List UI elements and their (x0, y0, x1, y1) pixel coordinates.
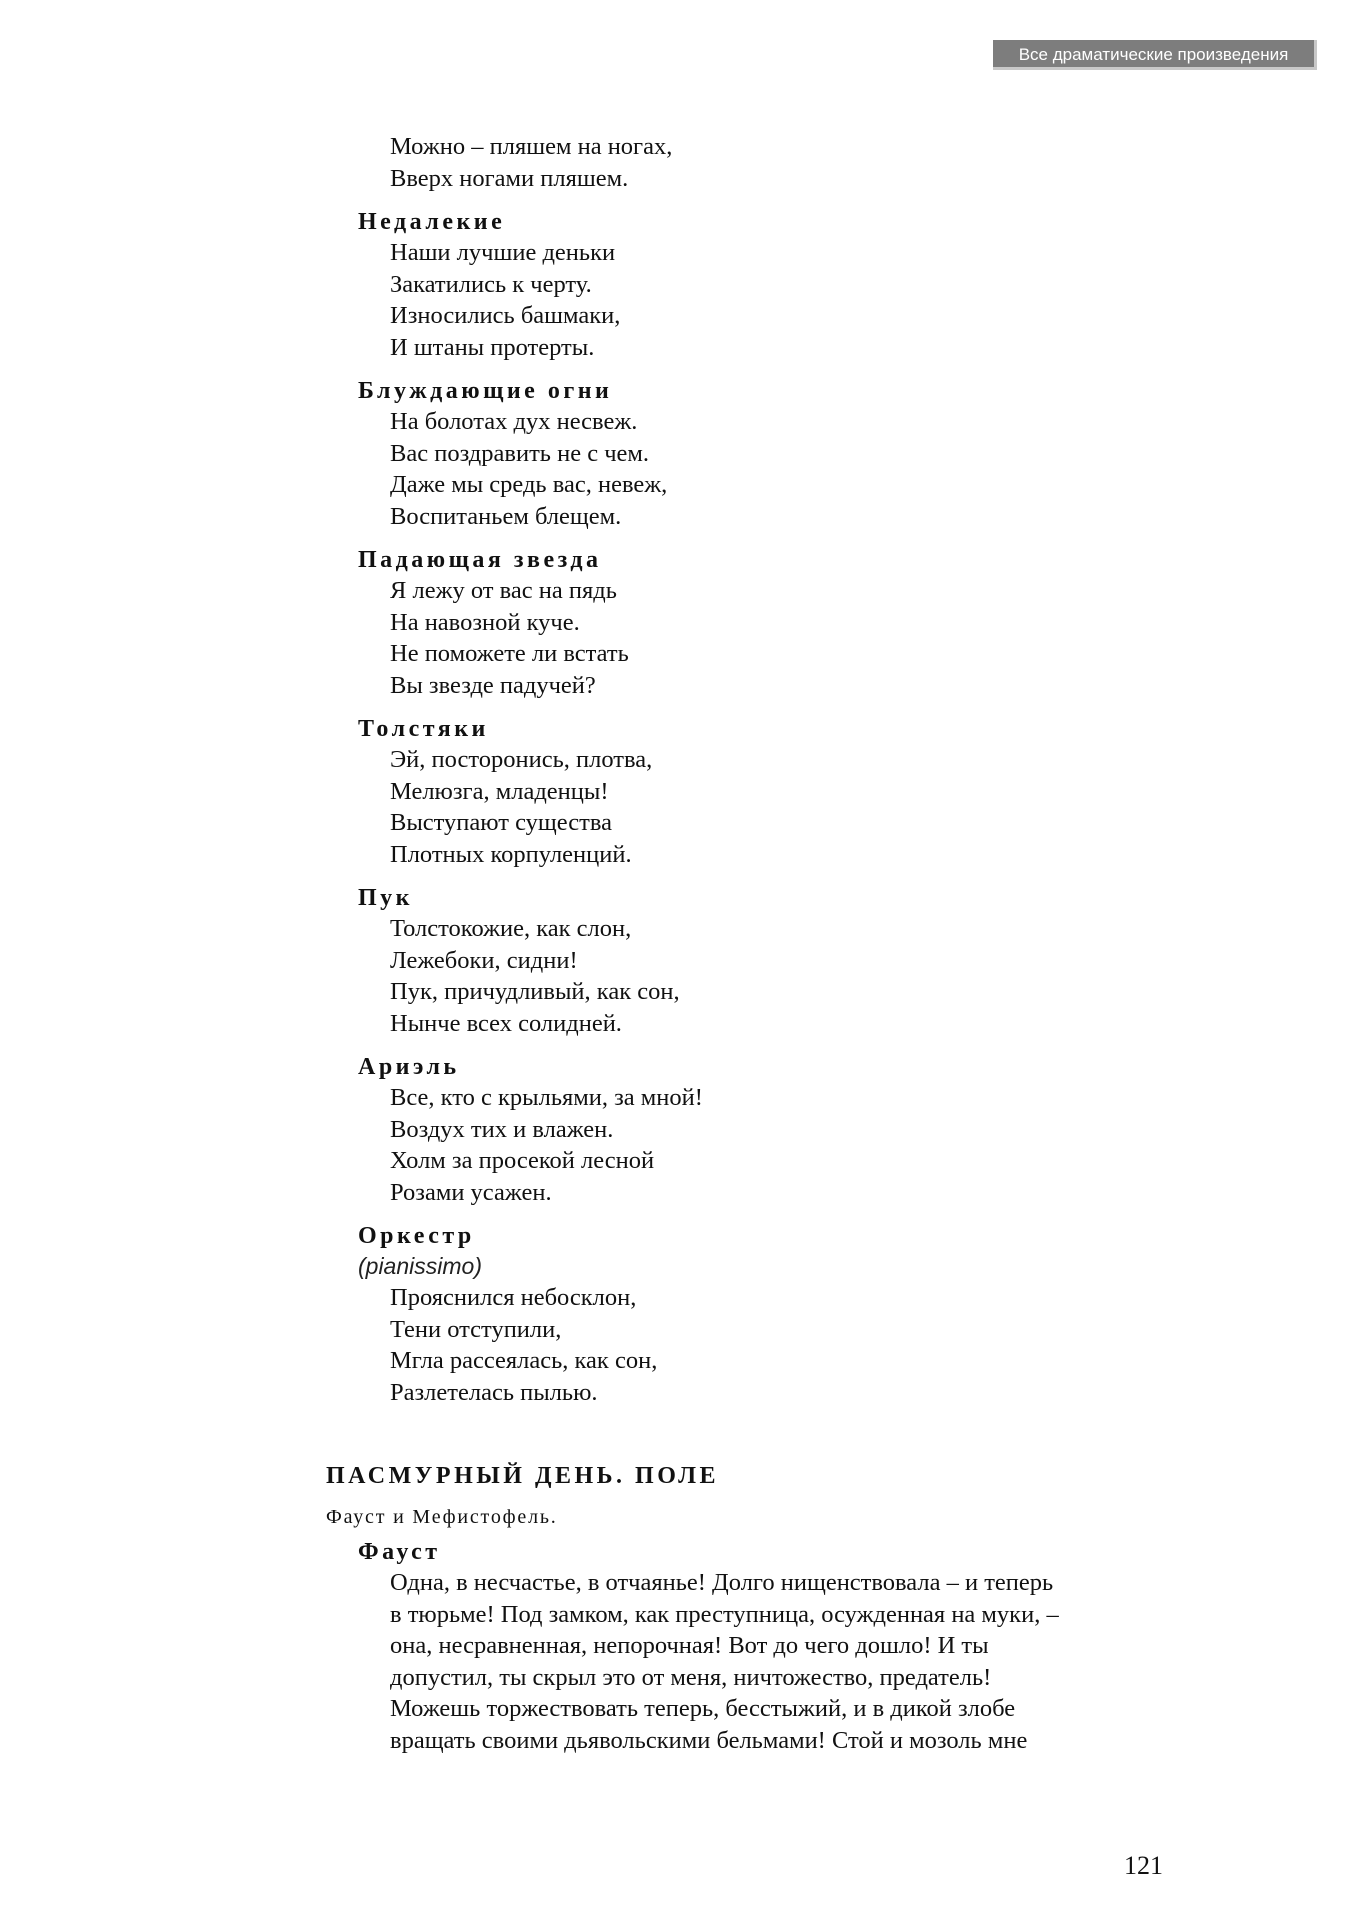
speech-block (326, 1221, 1186, 1408)
prose-line: в тюрьме! Под замком, как преступница, осужденная на муки, – (390, 1600, 1059, 1628)
verse-line: Вы звезде падучей? (390, 671, 596, 699)
verse-line: Износились башмаки, (390, 302, 621, 329)
verse-line: Я лежу от вас на пядь (390, 577, 617, 604)
speech-block (326, 1537, 1186, 1756)
prose-line: допустил, ты скрыл это от меня, ничтожество, предатель! (390, 1663, 992, 1691)
speaker-name: Блуждающие огни (358, 378, 613, 404)
speech-block (326, 207, 1186, 363)
speech-block (326, 883, 1186, 1039)
prose-line: Можешь торжествовать теперь, бесстыжий, и в дикой злобе (390, 1695, 1016, 1722)
speaker-name: Ариэль (358, 1054, 460, 1080)
verse-line: Наши лучшие деньки (390, 239, 616, 266)
scene-title: ПАСМУРНЫЙ ДЕНЬ. ПОЛЕ (326, 1463, 720, 1489)
verse-line: Можно – пляшем на ногах, (390, 133, 673, 160)
speaker-name: Пук (358, 885, 413, 911)
speech-block (326, 545, 1186, 701)
verse-line: Толстокожие, как слон, (390, 915, 632, 942)
speaker-name: Оркестр (358, 1223, 475, 1249)
speech-block (326, 714, 1186, 870)
prose-line: она, несравненная, непорочная! Вот до чего дошло! И ты (390, 1632, 989, 1659)
stage-direction: (pianissimo) (358, 1253, 482, 1279)
verse-line: Тени отступили, (390, 1315, 562, 1343)
speech-block (326, 376, 1186, 532)
verse-line: Прояснился небосклон, (390, 1284, 637, 1311)
verse-line: Мелюзга, младенцы! (390, 777, 609, 805)
verse-line: Плотных корпуленций. (390, 840, 632, 868)
verse-line: Не поможете ли встать (390, 640, 629, 667)
verse-line: Разлетелась пылью. (390, 1378, 598, 1406)
speaker-name: Падающая звезда (358, 547, 602, 573)
verse-line: Воздух тих и влажен. (390, 1115, 614, 1143)
verse-line: Розами усажен. (390, 1178, 552, 1206)
prose-paragraph (390, 1567, 1180, 1756)
page-number: 121 (1124, 1851, 1163, 1880)
verse-line: Воспитаньем блещем. (390, 502, 622, 530)
verse-line: Даже мы средь вас, невеж, (390, 471, 668, 498)
speech-block (326, 1052, 1186, 1208)
prose-line: Одна, в несчастье, в отчаянье! Долго нищенствовала – и теперь (390, 1569, 1054, 1596)
verse-line: Выступают существа (390, 809, 612, 836)
running-header: Все драматические произведения (993, 40, 1317, 70)
verse-line: Закатились к черту. (390, 270, 592, 298)
verse-line: Эй, посторонись, плотва, (390, 746, 653, 773)
verse-line: Вас поздравить не с чем. (390, 439, 650, 467)
verse-line: Все, кто с крыльями, за мной! (390, 1084, 703, 1111)
verse-line: Холм за просекой лесной (390, 1147, 655, 1174)
scene-persons: Фауст и Мефистофель. (326, 1506, 558, 1528)
speaker-name: Фауст (358, 1539, 441, 1565)
speaker-name: Толстяки (358, 716, 489, 742)
verse-line: Мгла рассеялась, как сон, (390, 1347, 658, 1374)
verse-line: Пук, причудливый, как сон, (390, 978, 680, 1005)
verse-line: Вверх ногами пляшем. (390, 164, 629, 192)
speech-block (326, 131, 1186, 194)
verse-line: На болотах дух несвеж. (390, 408, 638, 435)
speaker-name: Недалекие (358, 209, 506, 235)
page-content (326, 131, 1186, 1769)
prose-line: вращать своими дьявольскими бельмами! Стой и мозоль мне (390, 1726, 1028, 1754)
verse-line: На навозной куче. (390, 608, 580, 636)
verse-line: Лежебоки, сидни! (390, 946, 578, 974)
verse-line: Нынче всех солидней. (390, 1009, 622, 1037)
verse-line: И штаны протерты. (390, 333, 595, 361)
